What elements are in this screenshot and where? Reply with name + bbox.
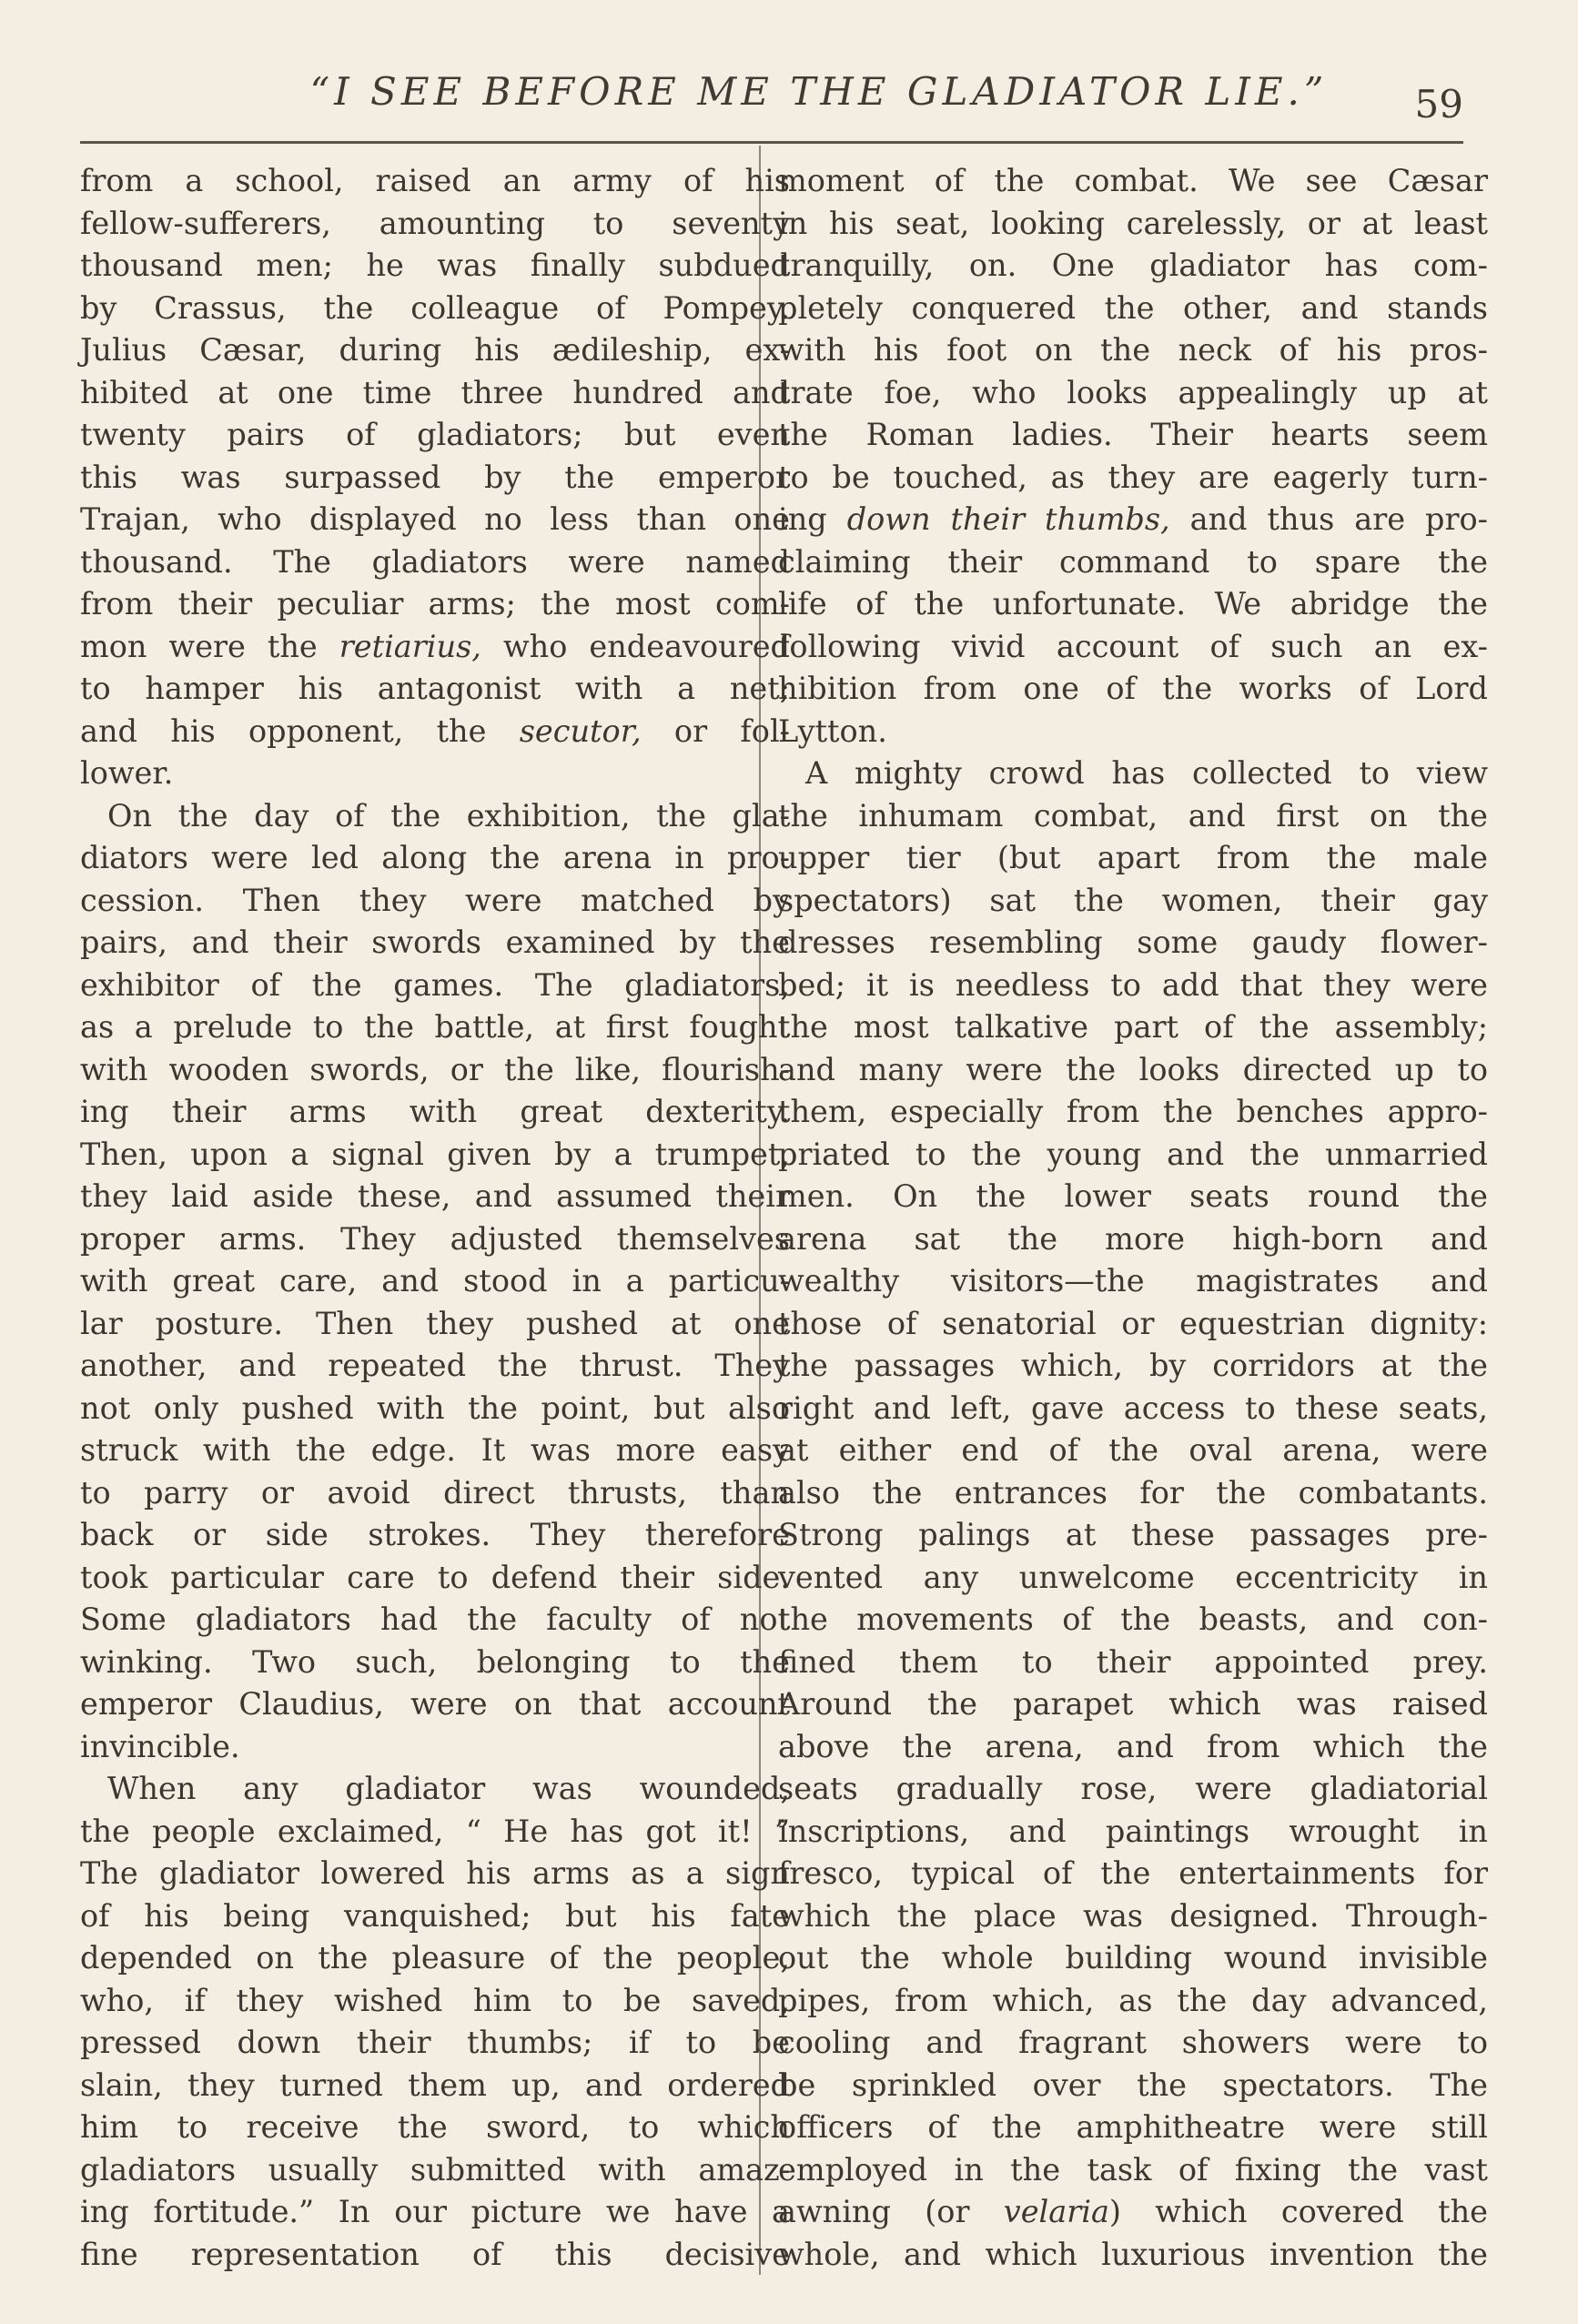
text-line: struck with the edge. It was more easy xyxy=(80,1432,790,1468)
text-line: ing their arms with great dexterity. xyxy=(80,1094,790,1129)
text-line: to hamper his antagonist with a net; xyxy=(80,671,790,706)
text-line: to parry or avoid direct thrusts, than xyxy=(80,1474,790,1511)
text-line: bed; it is needless to add that they were xyxy=(778,966,1488,1003)
text-segment: and thus are pro- xyxy=(1169,501,1488,537)
header-rule xyxy=(80,141,1463,144)
text-line: to be touched, as they are eagerly turn- xyxy=(778,459,1488,495)
text-line: twenty pairs of gladiators; but even xyxy=(80,417,790,452)
text-line: thousand. The gladiators were named xyxy=(80,543,790,580)
text-line: the movements of the beasts, and con- xyxy=(778,1602,1488,1637)
page-number: 59 xyxy=(1414,82,1463,126)
text-line: winking. Two such, belonging to the xyxy=(80,1643,790,1680)
text-line: inscriptions, and paintings wrought in xyxy=(778,1813,1488,1849)
text-line: gladiators usually submitted with amaz- xyxy=(80,2151,790,2188)
text-line: with wooden swords, or the like, flourish- xyxy=(80,1051,790,1087)
text-line: lar posture. Then they pushed at one xyxy=(80,1305,790,1341)
text-line: with his foot on the neck of his pros- xyxy=(778,332,1488,368)
text-line: pairs, and their swords examined by the xyxy=(80,925,790,960)
text-line: invincible. xyxy=(80,1728,240,1764)
text-line: arena sat the more high-born and xyxy=(778,1220,1488,1257)
text-line: the people exclaimed, “ He has got it! ” xyxy=(80,1813,790,1849)
text-line: men. On the lower seats round the xyxy=(778,1178,1488,1214)
text-segment: and his opponent, the xyxy=(80,712,520,749)
text-line: back or side strokes. They therefore xyxy=(80,1517,790,1552)
text-line: with great care, and stood in a particu- xyxy=(80,1263,790,1298)
text-line: cooling and fragrant showers were to xyxy=(778,2025,1488,2060)
text-line: in his seat, looking carelessly, or at least xyxy=(778,205,1488,241)
text-line: of his being vanquished; but his fate xyxy=(80,1897,790,1934)
text-line: vented any unwelcome eccentricity in xyxy=(778,1559,1488,1595)
text-line: they laid aside these, and assumed their xyxy=(80,1178,790,1214)
text-segment: who endeavoured xyxy=(480,628,790,664)
text-line: fine representation of this decisive xyxy=(80,2236,790,2272)
text-line: Strong palings at these passages pre- xyxy=(778,1517,1488,1552)
text-line: another, and repeated the thrust. They xyxy=(80,1348,790,1383)
text-line: be sprinkled over the spectators. The xyxy=(778,2066,1488,2103)
text-line-down-thumbs xyxy=(778,499,1488,541)
right-column xyxy=(778,160,1488,2276)
text-line: which the place was designed. Through- xyxy=(778,1897,1488,1934)
text-line: following vivid account of such an ex- xyxy=(778,628,1488,664)
text-line: depended on the pleasure of the people, xyxy=(80,1940,790,1975)
text-line-secutor xyxy=(80,711,790,753)
text-line: as a prelude to the battle, at first fought xyxy=(80,1009,790,1045)
text-line: not only pushed with the point, but also xyxy=(80,1389,790,1426)
text-line: Around the parapet which was raised xyxy=(778,1686,1488,1722)
text-line: moment of the combat. We see Cæsar xyxy=(778,163,1488,198)
text-line: wealthy visitors—the magistrates and xyxy=(778,1263,1488,1298)
text-line: exhibitor of the games. The gladiators, xyxy=(80,966,790,1003)
text-line: lower. xyxy=(80,755,174,791)
text-line: thousand men; he was finally subdued xyxy=(80,248,790,283)
text-line-retiarius xyxy=(80,626,790,669)
text-line: from a school, raised an army of his xyxy=(80,163,790,198)
text-line: hibition from one of the works of Lord xyxy=(778,671,1488,706)
text-line: took particular care to defend their side. xyxy=(80,1559,790,1595)
text-line: pressed down their thumbs; if to be xyxy=(80,2025,790,2060)
text-line: above the arena, and from which the xyxy=(778,1728,1488,1764)
text-line: from their peculiar arms; the most com- xyxy=(80,586,790,621)
text-line-velaria xyxy=(778,2191,1488,2234)
text-line: A mighty crowd has collected to view xyxy=(805,755,1488,791)
text-segment: ) which covered the xyxy=(1108,2194,1488,2229)
phrase-down-their-thumbs: down their thumbs, xyxy=(846,501,1170,537)
text-segment: ing xyxy=(778,501,847,537)
text-line: The gladiator lowered his arms as a sign xyxy=(80,1855,790,1891)
text-line: the Roman ladies. Their hearts seem xyxy=(778,417,1488,452)
text-line: whole, and which luxurious invention the xyxy=(778,2236,1488,2272)
text-line: Some gladiators had the faculty of not xyxy=(80,1602,790,1637)
text-segment: awning (or xyxy=(778,2194,1004,2229)
text-line: pletely conquered the other, and stands xyxy=(778,289,1488,326)
text-line: this was surpassed by the emperor xyxy=(80,459,790,495)
text-line: pipes, from which, as the day advanced, xyxy=(778,1982,1488,2018)
text-line: who, if they wished him to be saved, xyxy=(80,1982,790,2018)
text-line: trate foe, who looks appealingly up at xyxy=(778,374,1488,410)
text-line: right and left, gave access to these seats, xyxy=(778,1389,1488,1426)
text-line: When any gladiator was wounded, xyxy=(107,1771,790,1806)
text-line: Trajan, who displayed no less than one xyxy=(80,501,790,537)
text-line: tranquilly, on. One gladiator has com- xyxy=(778,248,1488,283)
text-line: cession. Then they were matched by xyxy=(80,882,790,918)
text-line: the most talkative part of the assembly; xyxy=(778,1009,1488,1045)
text-line: the passages which, by corridors at the xyxy=(778,1348,1488,1383)
page-header xyxy=(80,64,1463,136)
text-line: those of senatorial or equestrian dignity: xyxy=(778,1305,1488,1341)
text-line: fellow-sufferers, amounting to seventy xyxy=(80,205,790,241)
text-line: and many were the looks directed up to xyxy=(778,1051,1488,1087)
text-line: upper tier (but apart from the male xyxy=(778,840,1488,875)
text-segment: mon were the xyxy=(80,628,339,664)
text-line: Lytton. xyxy=(778,712,887,749)
text-line: them, especially from the benches appro- xyxy=(778,1094,1488,1129)
text-line: ing fortitude.” In our picture we have a xyxy=(80,2194,790,2229)
term-retiarius: retiarius, xyxy=(339,628,481,664)
text-segment: or fol- xyxy=(641,712,790,749)
text-line: officers of the amphitheatre were still xyxy=(778,2109,1488,2145)
text-line: On the day of the exhibition, the gla- xyxy=(107,797,790,834)
text-line: fined them to their appointed prey. xyxy=(778,1643,1488,1680)
text-line: slain, they turned them up, and ordered xyxy=(80,2066,790,2103)
text-line: dresses resembling some gaudy flower- xyxy=(778,925,1488,960)
left-column xyxy=(80,160,790,2276)
text-line: proper arms. They adjusted themselves xyxy=(80,1220,790,1257)
text-line: priated to the young and the unmarried xyxy=(778,1136,1488,1172)
text-line: at either end of the oval arena, were xyxy=(778,1432,1488,1468)
text-line: the inhumam combat, and first on the xyxy=(778,797,1488,834)
text-line: fresco, typical of the entertainments for xyxy=(778,1855,1488,1891)
term-secutor: secutor, xyxy=(519,712,642,749)
text-line: him to receive the sword, to which xyxy=(80,2109,790,2145)
text-line: seats gradually rose, were gladiatorial xyxy=(778,1771,1488,1806)
text-line: also the entrances for the combatants. xyxy=(778,1474,1488,1511)
text-line: hibited at one time three hundred and xyxy=(80,374,790,410)
text-line: spectators) sat the women, their gay xyxy=(778,882,1488,918)
text-line: Then, upon a signal given by a trumpet, xyxy=(80,1136,790,1172)
running-head: “I SEE BEFORE ME THE GLADIATOR LIE.” xyxy=(309,69,1329,114)
text-line: employed in the task of fixing the vast xyxy=(778,2151,1488,2188)
text-line: life of the unfortunate. We abridge the xyxy=(778,586,1488,621)
text-line: claiming their command to spare the xyxy=(778,543,1488,580)
term-velaria: velaria xyxy=(1003,2194,1109,2229)
text-line: Julius Cæsar, during his ædileship, ex- xyxy=(80,332,790,368)
text-line: by Crassus, the colleague of Pompey. xyxy=(80,289,790,326)
text-line: out the whole building wound invisible xyxy=(778,1940,1488,1975)
text-line: emperor Claudius, were on that account xyxy=(80,1686,790,1722)
text-line: diators were led along the arena in pro- xyxy=(80,840,790,875)
